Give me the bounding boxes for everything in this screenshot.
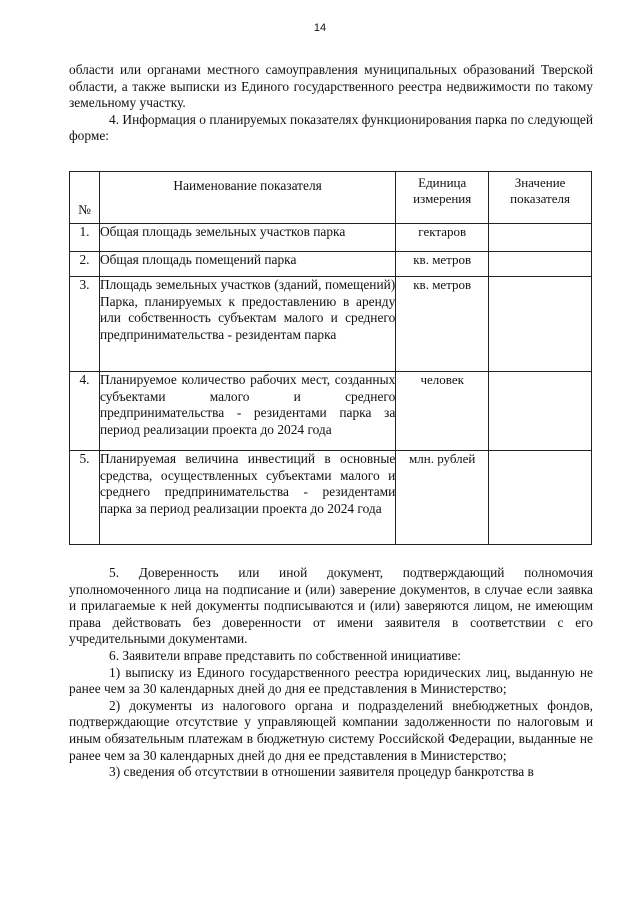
header-unit: Единица измерения [396, 172, 489, 224]
header-indicator-name: Наименование показателя [99, 172, 395, 224]
row-value-cell[interactable] [489, 451, 592, 545]
table-row [70, 277, 592, 372]
table-row [70, 224, 592, 252]
intro-paragraph: области или органами местного самоуправления муниципальных образований Тверской области, а также выписки из Единого государственного реестра недвижимости по такому земельному участку. [69, 62, 593, 111]
row-value-cell[interactable] [489, 372, 592, 451]
row-value-cell[interactable] [489, 252, 592, 277]
row-unit: человек [396, 372, 489, 451]
bottom-text-block [69, 565, 593, 781]
table-header-row [70, 172, 592, 224]
intro-text-block [69, 62, 593, 145]
row-indicator-name: Общая площадь помещений парка [99, 252, 395, 277]
item-5-paragraph: 5. Доверенность или иной документ, подтверждающий полномочия уполномоченного лица на подписание и (или) заверение документов, в случае если заявка и прилагаемые к ней документы подписываются и (или) заверяются лицом, не имеющим права действовать без доверенности от имени заявителя в соответствии с его учредительными документами. [69, 565, 593, 647]
row-number: 3. [70, 277, 100, 372]
item-6-sub-2: 2) документы из налогового органа и подразделений внебюджетных фондов, подтверждающие отсутствие у управляющей компании задолженности по налоговым и иным обязательным платежам в бюджетную систему Российской Федерации, выданные не ранее чем за 30 календарных дней до дня ее представления в Министерство; [69, 697, 593, 763]
row-unit: кв. метров [396, 277, 489, 372]
row-number: 4. [70, 372, 100, 451]
row-indicator-name: Планируемое количество рабочих мест, созданных субъектами малого и среднего предпринимательства - резидентами парка за период реализации проекта до 2024 года [99, 372, 395, 451]
row-unit: млн. рублей [396, 451, 489, 545]
row-number: 1. [70, 224, 100, 252]
row-unit: гектаров [396, 224, 489, 252]
table-row [70, 372, 592, 451]
row-number: 5. [70, 451, 100, 545]
item-6-sub-3: 3) сведения об отсутствии в отношении заявителя процедур банкротства в [109, 764, 534, 780]
metrics-table [69, 171, 592, 545]
row-unit: кв. метров [396, 252, 489, 277]
table-row [70, 252, 592, 277]
row-value-cell[interactable] [489, 277, 592, 372]
row-indicator-name: Общая площадь земельных участков парка [99, 224, 395, 252]
item-6-sub-1: 1) выписку из Единого государственного реестра юридических лиц, выданную не ранее чем за 30 календарных дней до дня ее представления в Министерство; [69, 664, 593, 697]
table-row [70, 451, 592, 545]
header-number: № [70, 172, 100, 224]
item-4-paragraph: 4. Информация о планируемых показателях функционирования парка по следующей форме: [69, 111, 593, 144]
header-value: Значение показателя [489, 172, 592, 224]
row-value-cell[interactable] [489, 224, 592, 252]
item-6-paragraph: 6. Заявители вправе представить по собственной инициативе: [109, 647, 462, 663]
row-number: 2. [70, 252, 100, 277]
page-number: 14 [313, 22, 327, 34]
row-indicator-name: Планируемая величина инвестиций в основные средства, осуществленных субъектами малого и среднего предпринимательства - резидентами парка за период реализации проекта до 2024 года [99, 451, 395, 545]
row-indicator-name: Площадь земельных участков (зданий, помещений) Парка, планируемых к предоставлению в аренду или собственность субъектам малого и среднего предпринимательства - резидентам парка [99, 277, 395, 372]
